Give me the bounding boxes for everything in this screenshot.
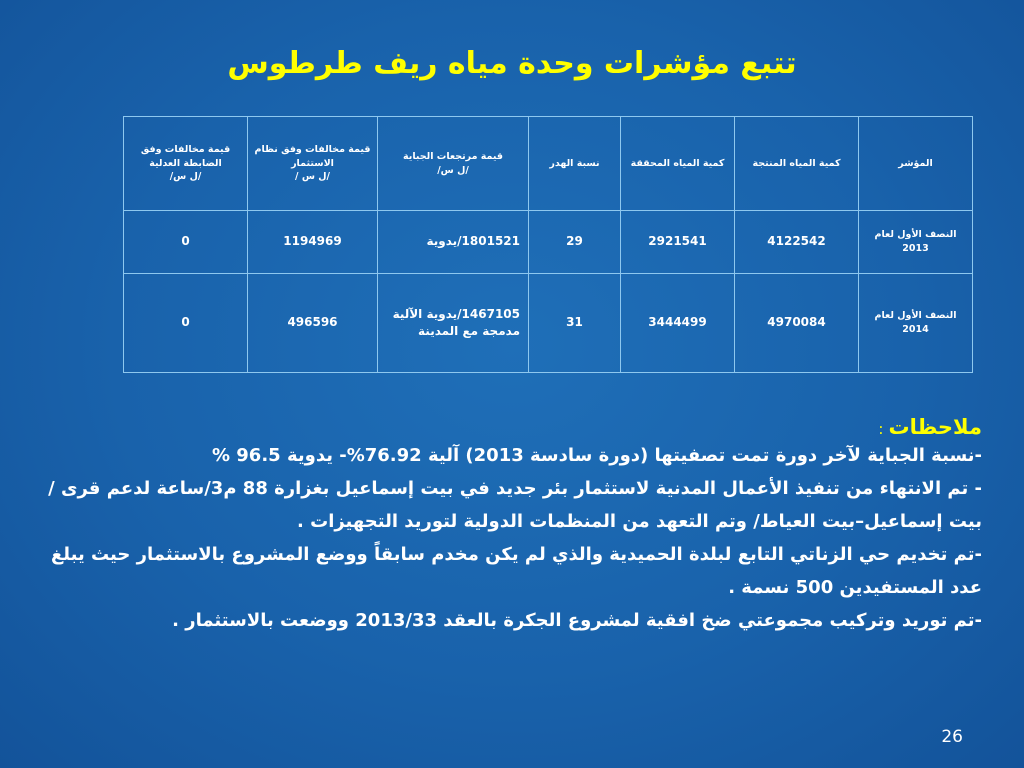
judicial-violations-cell: 0 — [124, 274, 248, 373]
header-loss-ratio — [529, 117, 621, 211]
header-text: نسبة الهدر — [549, 157, 600, 169]
header-text: كمية المياه المحققة — [630, 157, 725, 169]
produced-cell: 4122542 — [735, 211, 859, 274]
header-judicial-violations — [124, 117, 248, 211]
investment-violations-cell: 496596 — [248, 274, 378, 373]
notes-colon: : — [878, 420, 884, 438]
header-unit: /ل س/ — [437, 164, 469, 176]
period-cell: النصف الأول لعام 2014 — [859, 274, 973, 373]
revenue-cell: 1467105/يدوية الآلية مدمجة مع المدينة — [378, 274, 529, 373]
header-text: قيمة مخالفات وفق الضابطة العدلية — [140, 143, 231, 169]
note-item: -تم توريد وتركيب مجموعتي ضخ افقية لمشروع الجكرة بالعقد 2013/33 ووضعت بالاستثمار . — [172, 610, 982, 631]
loss-cell: 29 — [529, 211, 621, 274]
judicial-violations-cell: 0 — [124, 211, 248, 274]
notes-section — [40, 415, 982, 637]
note-item: - تم الانتهاء من تنفيذ الأعمال المدنية لاستثمار بئر جديد في بيت إسماعيل بغزارة 88 م3/ساعة لدعم قرى /بيت إسماعيل–بيت العياط/ وتم التعهد من المنظمات الدولية لتوريد التجهيزات . — [48, 478, 982, 532]
revenue-cell: 1801521/يدوية — [378, 211, 529, 274]
header-unit: /ل س/ — [169, 171, 202, 183]
realized-cell: 3444499 — [621, 274, 735, 373]
table-header-row — [124, 117, 973, 211]
header-investment-violations — [248, 117, 378, 211]
header-unit: /ل س / — [295, 171, 330, 183]
header-text: المؤشر — [898, 157, 933, 169]
slide-title: تتبع مؤشرات وحدة مياه ريف طرطوس — [227, 46, 797, 81]
note-item: -نسبة الجباية لآخر دورة تمت تصفيتها (دورة سادسة 2013) آلية 76.92%- يدوية 96.5 % — [211, 445, 982, 466]
investment-violations-cell: 1194969 — [248, 211, 378, 274]
header-produced-water — [735, 117, 859, 211]
header-realized-water — [621, 117, 735, 211]
realized-cell: 2921541 — [621, 211, 735, 274]
header-text: قيمة مرتجعات الجباية — [403, 150, 503, 162]
indicators-table — [123, 116, 973, 373]
header-text: كمية المياه المنتجة — [752, 157, 841, 169]
page-number: 26 — [941, 727, 963, 747]
header-text: قيمة مخالفات وفق نظام الاستثمار — [254, 143, 371, 169]
table-row — [124, 274, 973, 373]
notes-heading-line — [40, 415, 982, 439]
period-cell: النصف الأول لعام 2013 — [859, 211, 973, 274]
header-indicator — [859, 117, 973, 211]
table-row — [124, 211, 973, 274]
loss-cell: 31 — [529, 274, 621, 373]
produced-cell: 4970084 — [735, 274, 859, 373]
note-item: -تم تخديم حي الزناتي التابع لبلدة الحميدية والذي لم يكن مخدم سابقاً ووضع المشروع بالاستثمار حيث يبلغ عدد المستفيدين 500 نسمة . — [50, 544, 982, 598]
notes-heading: ملاحظات — [888, 415, 982, 439]
header-collection-returns — [378, 117, 529, 211]
